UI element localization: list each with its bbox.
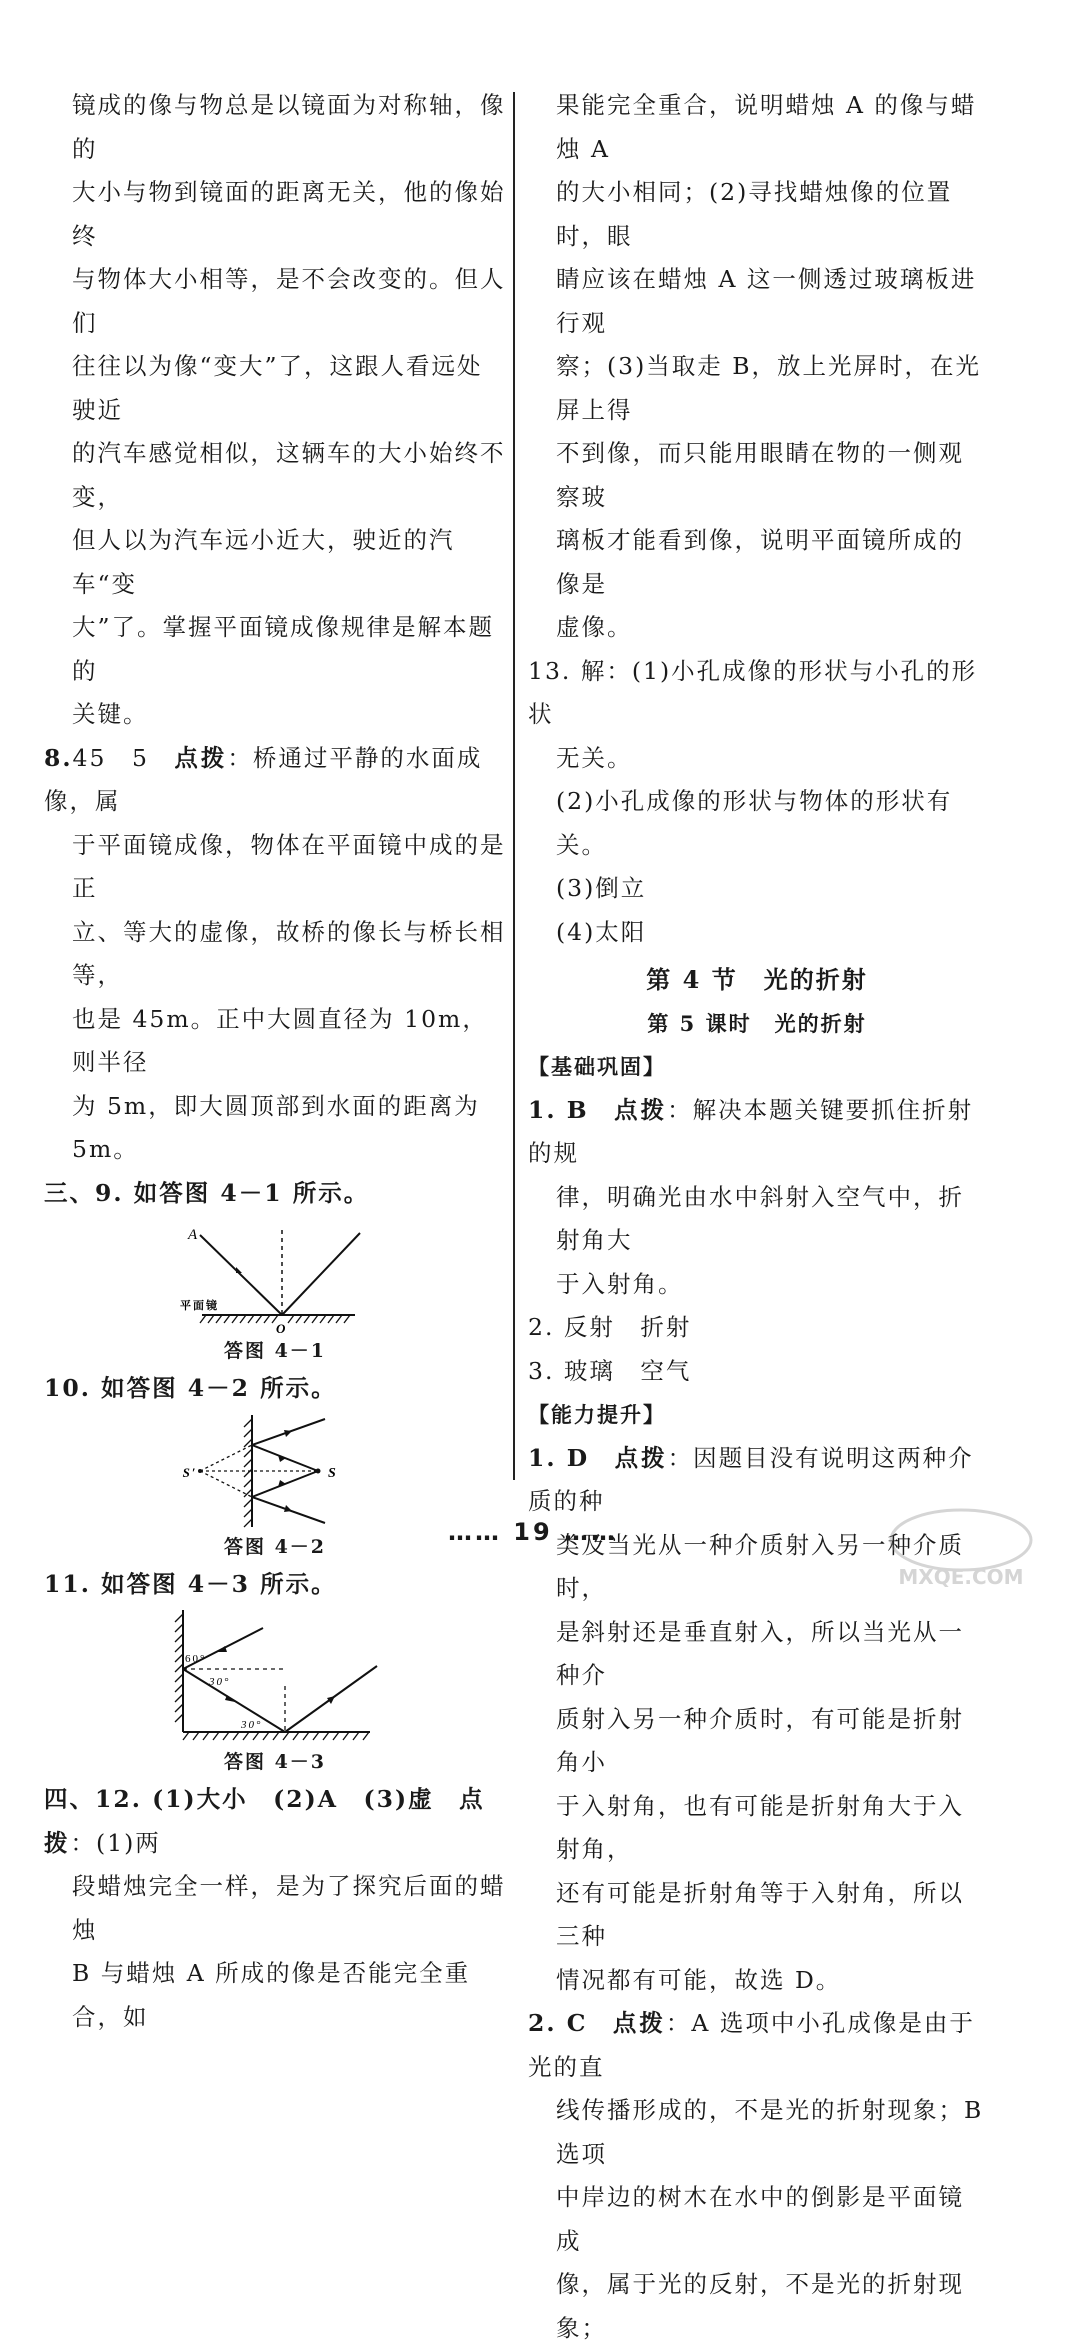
text-line: 类及当光从一种介质射入另一种介质时， xyxy=(556,1530,964,1602)
tip-label: 点拨 xyxy=(612,2009,666,2037)
b1-head: 1. B xyxy=(528,1095,615,1124)
text-line: 不到像，而只能用眼睛在物的一侧观察玻 xyxy=(556,439,964,511)
text-line: 于入射角。 xyxy=(556,1269,684,1298)
q8-first-line xyxy=(44,737,506,824)
text-line: (3)倒立 xyxy=(556,874,647,902)
label-mirror: 平面镜 xyxy=(180,1299,219,1312)
text-line: (2)小孔成像的形状与物体的形状有关。 xyxy=(556,787,953,859)
text-line: ：(1)两 xyxy=(70,1828,161,1857)
tip-label: 点拨 xyxy=(44,1785,486,1857)
text-line: 为 5m，即大圆顶部到水面的距离为 5m。 xyxy=(72,1091,480,1163)
text-line: 质射入另一种介质时，有可能是折射角小 xyxy=(556,1704,964,1776)
ability-label: 【能力提升】 xyxy=(528,1402,666,1427)
text-line: 往往以为像“变大”了，这跟人看远处驶近 xyxy=(72,352,483,424)
figure-4-2 xyxy=(182,1411,360,1531)
basic-label: 【基础巩固】 xyxy=(528,1054,666,1079)
text-line: 但人以为汽车远小近大，驶近的汽车“变 xyxy=(72,526,455,598)
a1-head: 1. D xyxy=(528,1443,615,1472)
text-line: 段蜡烛完全一样，是为了探究后面的蜡烛 xyxy=(72,1872,506,1944)
text-line: 果能完全重合，说明蜡烛 A 的像与蜡烛 A xyxy=(556,91,977,163)
text-line: 镜成的像与物总是以镜面为对称轴，像的 xyxy=(72,91,506,163)
q10-text: 10. 如答图 4－2 所示。 xyxy=(44,1374,337,1402)
intro-block xyxy=(44,84,506,737)
q9-text: 三、9. 如答图 4－1 所示。 xyxy=(44,1178,370,1207)
text-line: 13. 解：(1)小孔成像的形状与小孔的形状 xyxy=(528,656,978,728)
text-line: 于平面镜成像，物体在平面镜中成的是正 xyxy=(72,830,506,902)
label-S: S xyxy=(328,1465,338,1481)
lesson-title: 第 5 课时 光的折射 xyxy=(647,1010,867,1036)
text-line: 的汽车感觉相似，这辆车的大小始终不变， xyxy=(72,439,506,511)
label-O: O xyxy=(276,1321,288,1336)
text-line: ：桥通过平静的水面成像，属 xyxy=(44,743,483,815)
text-line: B 与蜡烛 A 所成的像是否能完全重合，如 xyxy=(72,1959,471,2031)
label-A: A xyxy=(188,1227,200,1243)
text-line: 像，属于光的反射，不是光的折射现象； xyxy=(556,2270,964,2342)
text-line: 立、等大的虚像，故桥的像长与桥长相等， xyxy=(72,917,506,989)
figure-4-3 xyxy=(165,1606,385,1746)
text-line: 虚像。 xyxy=(556,613,633,641)
text-line: 璃板才能看到像，说明平面镜所成的像是 xyxy=(556,526,964,598)
text-line: 的大小相同；(2)寻找蜡烛像的位置时，眼 xyxy=(556,178,953,250)
text-line: 律，明确光由水中斜射入空气中，折射角大 xyxy=(556,1182,964,1254)
basic-1 xyxy=(528,1089,986,1307)
q12-continuation xyxy=(528,84,986,650)
question-12 xyxy=(44,1778,506,2039)
q8-number: 8. xyxy=(44,743,73,772)
tip-label: 点拨 xyxy=(614,1443,668,1472)
a2-first-line xyxy=(528,2002,986,2089)
angle-60: 60° xyxy=(185,1653,207,1665)
tip-label: 点拨 xyxy=(174,743,228,772)
right-column xyxy=(528,84,986,2350)
text-line: 还有可能是折射角等于入射角，所以三种 xyxy=(556,1878,964,1950)
angle-30-a: 30° xyxy=(209,1676,231,1688)
q12-head: 四、12. (1)大小 (2)A (3)虚 xyxy=(44,1785,460,1813)
text-line: 察；(3)当取走 B，放上光屏时，在光屏上得 xyxy=(556,352,982,424)
text-line: (4)太阳 xyxy=(556,917,647,946)
basic-2: 2. 反射 折射 xyxy=(528,1313,692,1341)
text-line: 也是 45m。正中大圆直径为 10m，则半径 xyxy=(72,1004,488,1076)
caption-4-1: 答图 4－1 xyxy=(223,1340,327,1362)
watermark-logo xyxy=(886,1502,1036,1592)
a2-head: 2. C xyxy=(528,2009,613,2037)
text-line: 无关。 xyxy=(556,743,633,772)
label-S-prime: S′ xyxy=(182,1464,198,1480)
watermark-text: MXQE.COM xyxy=(898,1565,1024,1589)
text-line: 与物体大小相等，是不会改变的。但人们 xyxy=(72,265,506,337)
section-title: 第 4 节 光的折射 xyxy=(646,965,868,994)
text-line: 于入射角，也有可能是折射角大于入射角， xyxy=(556,1791,964,1863)
question-8 xyxy=(44,737,506,1172)
left-column xyxy=(44,84,506,2039)
text-line: 中岸边的树木在水中的倒影是平面镜成 xyxy=(556,2183,964,2255)
text-line: ：A 选项中小孔成像是由于光的直 xyxy=(528,2009,975,2081)
question-13 xyxy=(528,650,986,955)
q8-answer: 45 5 xyxy=(72,743,175,772)
text-line: 关键。 xyxy=(72,700,149,728)
ability-2 xyxy=(528,2002,986,2350)
basic-3: 3. 玻璃 空气 xyxy=(528,1356,692,1385)
figure-4-1 xyxy=(180,1215,370,1335)
b1-first-line xyxy=(528,1089,986,1176)
q11-text: 11. 如答图 4－3 所示。 xyxy=(44,1569,337,1598)
text-line: 大小与物到镜面的距离无关，他的像始终 xyxy=(72,178,506,250)
column-divider xyxy=(513,92,515,1480)
text-line: ：因题目没有说明这两种介质的种 xyxy=(528,1443,974,1515)
caption-4-3: 答图 4－3 xyxy=(223,1751,327,1773)
tip-label: 点拨 xyxy=(614,1095,668,1124)
text-line: 是斜射还是垂直射入，所以当光从一种介 xyxy=(556,1617,964,1689)
text-line: 情况都有可能，故选 D。 xyxy=(556,1965,842,1994)
q12-first-line xyxy=(44,1778,506,1865)
text-line: 睛应该在蜡烛 A 这一侧透过玻璃板进行观 xyxy=(556,265,977,337)
text-line: 线传播形成的，不是光的折射现象；B 选项 xyxy=(556,2096,984,2168)
caption-4-2: 答图 4－2 xyxy=(223,1535,327,1558)
text-line: 大”了。掌握平面镜成像规律是解本题的 xyxy=(72,613,495,685)
page-number: …… 19 …… xyxy=(447,1518,619,1546)
text-line: ：解决本题关键要抓住折射的规 xyxy=(528,1095,974,1167)
angle-30-b: 30° xyxy=(241,1719,263,1731)
